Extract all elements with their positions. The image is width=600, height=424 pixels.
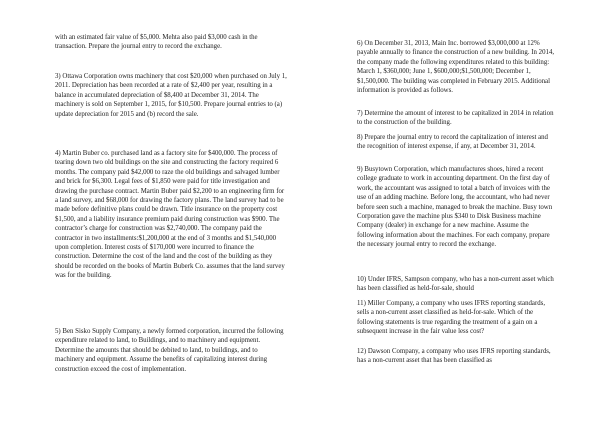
paragraph-question-7: 7) Determine the amount of interest to be capitalized in 2014 in relation to the construction of the building.: [357, 110, 554, 127]
paragraph-question-3: 3) Ottawa Corporation owns machinery that cost $20,000 when purchased on July 1, 2011. Depreciation has been recorded at a rate of $2,400 per year, resulting in a balance in accumulated depreciation of $8,400 at December 31, 2014. The machinery is sold on September 1, 2015, for $10,500. Prepare journal entries to (a) update depreciation for 2015 and (b) record the sale.: [55, 73, 287, 118]
paragraph-question-8: 8) Prepare the journal entry to record the capitalization of interest and the recognition of interest expense, if any, at December 31, 2014.: [357, 134, 548, 151]
paragraph-continuation: with an estimated fair value of $5,000. Mehta also paid $3,000 cash in the transaction. Prepare the journal entry to record the exchange.: [55, 34, 258, 51]
paragraph-question-10: 10) Under IFRS, Sampson company, who has a non-current asset which has been classified as held-for-sale, should: [357, 276, 554, 293]
paragraph-question-4: 4) Martin Buber co. purchased land as a factory site for $400,000. The process of tearing down two old buildings on the site and constructing the factory required 6 months. The company paid $42,000 to raze the old buildings and salvaged lumber and brick for $6,300. Legal fees of $1,850 were paid for title investigation and drawing the purchase contract. Martin Buber paid $2,200 to an engineering firm for a land survey, and $68,000 for drawing the factory plans. The land survey had to be made before definitive plans could be drawn. Title insurance on the property cost $1,500, and a liability insurance premium paid during construction was $900. The contractor’s charge for construction was $2,740,000. The company paid the contractor in two installments:$1,200,000 at the end of 3 months and $1,540,000 upon completion. Interest costs of $170,000 were incurred to finance the construction. Determine the cost of the land and the cost of the building as they should be recorded on the books of Martin Buberk Co. assumes that the land survey was for the building.: [55, 150, 285, 280]
paragraph-question-5: 5) Ben Sisko Supply Company, a newly formed corporation, incurred the following expenditure related to land, to Buildings, and to machinery and equipment. Determine the amounts that should be debited to land, to buildings, and to machinery and equipment. Assume the benefits of capitalizing interest during construction exceed the cost of implementation.: [55, 328, 284, 373]
paragraph-question-6: 6) On December 31, 2013, Main Inc. borrowed $3,000,000 at 12% payable annually to finance the construction of a new building. In 2014, the company made the following expenditures related to this building: March 1, $360,000; June 1, $600,000;$1,500,000; December 1, $1,500,000. The building was completed in February 2015. Additional information is provided as follows.: [357, 40, 555, 95]
paragraph-question-12: 12) Dawson Company, a company who uses IFRS reporting standards, has a non-current asset that has been classified as: [357, 348, 551, 365]
paragraph-question-9: 9) Busytown Corporation, which manufactures shoes, hired a recent college graduate to work in accounting department. On the first day of work, the accountant was assigned to total a batch of invoices with the use of an adding machine. Before long, the accountant, who had never before seen such a machine, managed to break the machine. Busy town Corporation gave the machine plus $340 to Disk Business machine Company (dealer) in exchange for a new machine. Assume the following information about the machines. For each company, prepare the necessary journal entry to record the exchange.: [357, 166, 553, 249]
paragraph-question-11: 11) Miller Company, a company who uses IFRS reporting standards, sells a non-current asset classified as held-for-sale. Which of the following statements is true regarding the treatment of a gain on a subsequent increase in the fair value less cost?: [357, 300, 546, 336]
